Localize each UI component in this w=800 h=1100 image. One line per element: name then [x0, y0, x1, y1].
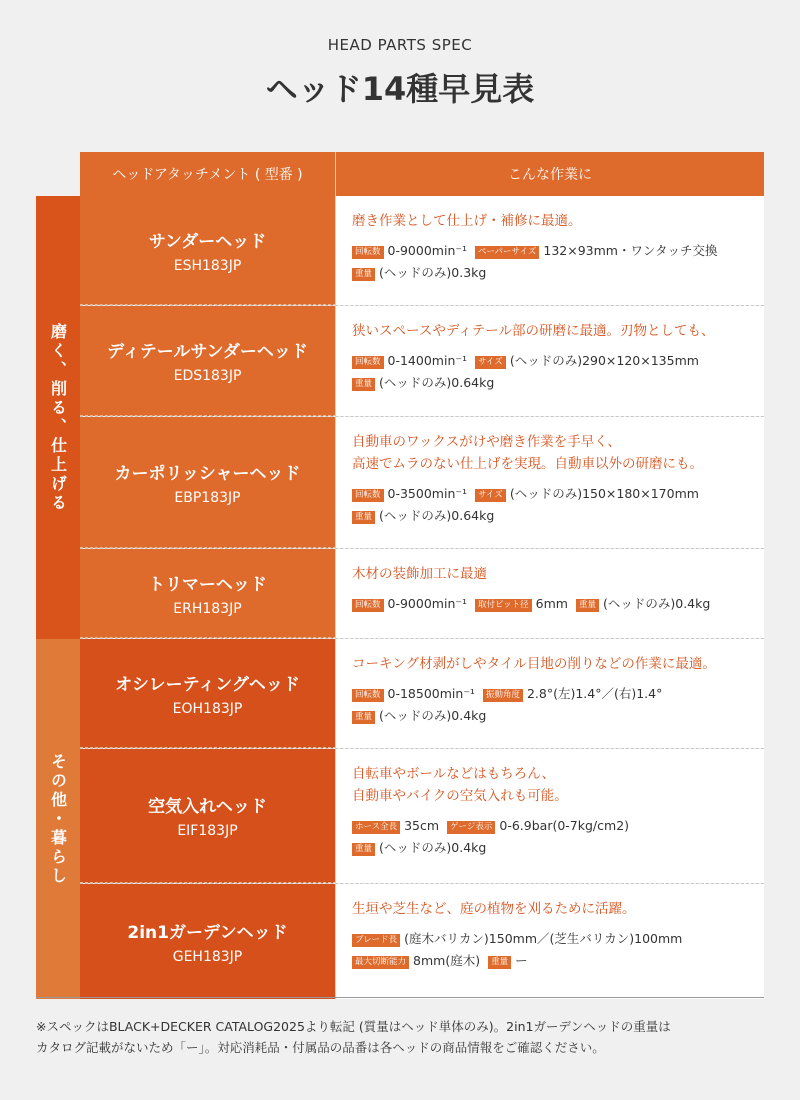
usage-line: 磨き作業として仕上げ・補修に最適。 [352, 213, 582, 229]
spec-value: 0-3500min⁻¹ [387, 486, 467, 501]
category-other-living [36, 639, 80, 999]
head-name-cell [80, 196, 336, 305]
footnote [36, 1016, 764, 1058]
spec-tag: 重量 [352, 511, 375, 524]
head-model-number: EOH183JP [172, 700, 243, 717]
spec-value: 0-18500min⁻¹ [387, 686, 475, 701]
spec-tag: 重量 [576, 599, 599, 612]
spec-line [352, 262, 764, 284]
spec-tag: ゲージ表示 [447, 821, 495, 834]
category-label: その他・暮らし [48, 752, 68, 886]
spec-tag: 最大切断能力 [352, 956, 409, 969]
footnote-line: カタログ記載がないため「ー」。対応消耗品・付属品の品番は各ヘッドの商品情報をご確認ください。 [36, 1040, 605, 1055]
spec-value: 132×93mm・ワンタッチ交換 [543, 243, 718, 258]
head-model-number: EBP183JP [174, 489, 241, 506]
table-row [80, 884, 764, 999]
spec-line [352, 683, 764, 705]
spec-value: (ヘッドのみ)0.3kg [379, 265, 487, 280]
spec-line [352, 483, 764, 505]
spec-value: 35cm [404, 818, 440, 833]
head-model-number: ERH183JP [173, 600, 242, 617]
category-polish-grind [36, 196, 80, 639]
usage-description [352, 210, 764, 232]
spec-line [352, 372, 764, 394]
spec-line [352, 928, 764, 950]
head-model-number: ESH183JP [173, 257, 242, 274]
usage-cell [336, 417, 764, 548]
spec-value: (ヘッドのみ)0.64kg [379, 508, 495, 523]
spec-value: ー [515, 953, 528, 968]
spec-tag: ブレード長 [352, 934, 400, 947]
usage-line: 木材の装飾加工に最適 [352, 566, 487, 582]
usage-cell [336, 639, 764, 748]
usage-line: 高速でムラのない仕上げを実現。自動車以外の研磨にも。 [352, 456, 703, 472]
spec-value: 0-9000min⁻¹ [387, 596, 467, 611]
spec-tag: ペーパーサイズ [475, 246, 539, 259]
spec-value: 6mm [535, 596, 568, 611]
spec-tag: 回転数 [352, 356, 384, 369]
spec-value: (庭木バリカン)150mm／(芝生バリカン)100mm [404, 931, 683, 946]
spec-tag: 回転数 [352, 489, 384, 502]
head-name-cell [80, 884, 336, 999]
spec-line [352, 815, 764, 837]
table-row [80, 306, 764, 417]
spec-value: (ヘッドのみ)0.4kg [379, 708, 487, 723]
spec-value: 8mm(庭木) [413, 953, 481, 968]
spec-line [352, 950, 764, 972]
category-label: 磨く、削る、仕上げる [48, 322, 68, 513]
spec-value: 0-9000min⁻¹ [387, 243, 467, 258]
spec-tag: 重量 [352, 843, 375, 856]
table-row [80, 749, 764, 884]
head-name: トリマーヘッド [148, 574, 267, 595]
usage-description [352, 763, 764, 807]
usage-cell [336, 549, 764, 638]
head-model-number: GEH183JP [172, 949, 243, 965]
usage-line: 生垣や芝生など、庭の植物を刈るために活躍。 [352, 901, 636, 917]
table-row [80, 417, 764, 549]
head-name-cell [80, 639, 336, 748]
usage-cell [336, 196, 764, 305]
page-title: ヘッド14種早見表 [265, 70, 535, 108]
usage-line: コーキング材剥がしやタイル目地の削りなどの作業に最適。 [352, 656, 716, 672]
head-name: オシレーティングヘッド [115, 674, 300, 695]
spec-value: (ヘッドのみ)0.4kg [602, 596, 711, 611]
head-name: ディテールサンダーヘッド [107, 342, 308, 362]
spec-tag: ホース全長 [352, 821, 400, 834]
usage-cell [336, 749, 764, 883]
head-model-number: EIF183JP [177, 823, 238, 839]
page-subtitle: HEAD PARTS SPEC [327, 36, 473, 54]
spec-line [352, 705, 764, 727]
spec-tag: 重量 [488, 956, 511, 969]
spec-tag: サイズ [475, 489, 506, 502]
spec-value: 0-1400min⁻¹ [387, 353, 467, 368]
head-name: 2in1ガーデンヘッド [127, 923, 288, 943]
table-bottom-divider [36, 997, 764, 998]
spec-tag: サイズ [475, 356, 506, 369]
head-name-cell [80, 306, 336, 416]
head-name: サンダーヘッド [148, 231, 267, 252]
spec-line [352, 350, 764, 372]
spec-value: 2.8°(左)1.4°／(右)1.4° [526, 686, 663, 701]
spec-value: (ヘッドのみ)290×120×135mm [509, 353, 699, 368]
spec-tag: 回転数 [352, 246, 384, 259]
spec-value: 0-6.9bar(0-7kg/cm2) [499, 818, 630, 833]
usage-description [352, 320, 764, 342]
spec-value: (ヘッドのみ)0.4kg [379, 840, 487, 855]
spec-tag: 重量 [352, 268, 375, 281]
usage-description [352, 653, 764, 675]
footnote-line: ※スペックはBLACK+DECKER CATALOG2025より転記 (質量はヘッド単体のみ)。2in1ガーデンヘッドの重量は [36, 1019, 671, 1034]
spec-line [352, 240, 764, 262]
usage-cell [336, 884, 764, 999]
spec-tag: 重量 [352, 711, 375, 724]
table-row [80, 549, 764, 639]
head-model-number: EDS183JP [173, 368, 242, 384]
head-name: カーポリッシャーヘッド [114, 463, 301, 484]
usage-line: 自転車やボールなどはもちろん、 [352, 766, 556, 782]
table-row [80, 196, 764, 306]
spec-line [352, 505, 764, 527]
head-name-cell [80, 549, 336, 638]
spec-tag: 回転数 [352, 689, 384, 702]
head-name-cell [80, 417, 336, 548]
usage-line: 自動車のワックスがけや磨き作業を手早く、 [352, 434, 621, 450]
spec-tag: 重量 [352, 378, 375, 391]
usage-description [352, 563, 764, 585]
table-header [80, 152, 764, 196]
spec-line [352, 837, 764, 859]
head-name-cell [80, 749, 336, 883]
usage-line: 狭いスペースやディテール部の研磨に最適。刃物としても、 [352, 323, 715, 339]
usage-description [352, 431, 764, 475]
usage-line: 自動車やバイクの空気入れも可能。 [352, 788, 568, 804]
spec-value: (ヘッドのみ)150×180×170mm [509, 486, 699, 501]
spec-tag: 取付ビット径 [475, 599, 532, 612]
spec-tag: 回転数 [352, 599, 384, 612]
usage-description [352, 898, 764, 920]
header-usage: こんな作業に [336, 152, 764, 196]
spec-line [352, 593, 764, 615]
usage-cell [336, 306, 764, 416]
head-name: 空気入れヘッド [148, 797, 267, 817]
table-row [80, 639, 764, 749]
header-head-attachment: ヘッドアタッチメント ( 型番 ) [80, 152, 336, 196]
spec-tag: 振動角度 [483, 689, 523, 702]
spec-value: (ヘッドのみ)0.64kg [379, 375, 495, 390]
